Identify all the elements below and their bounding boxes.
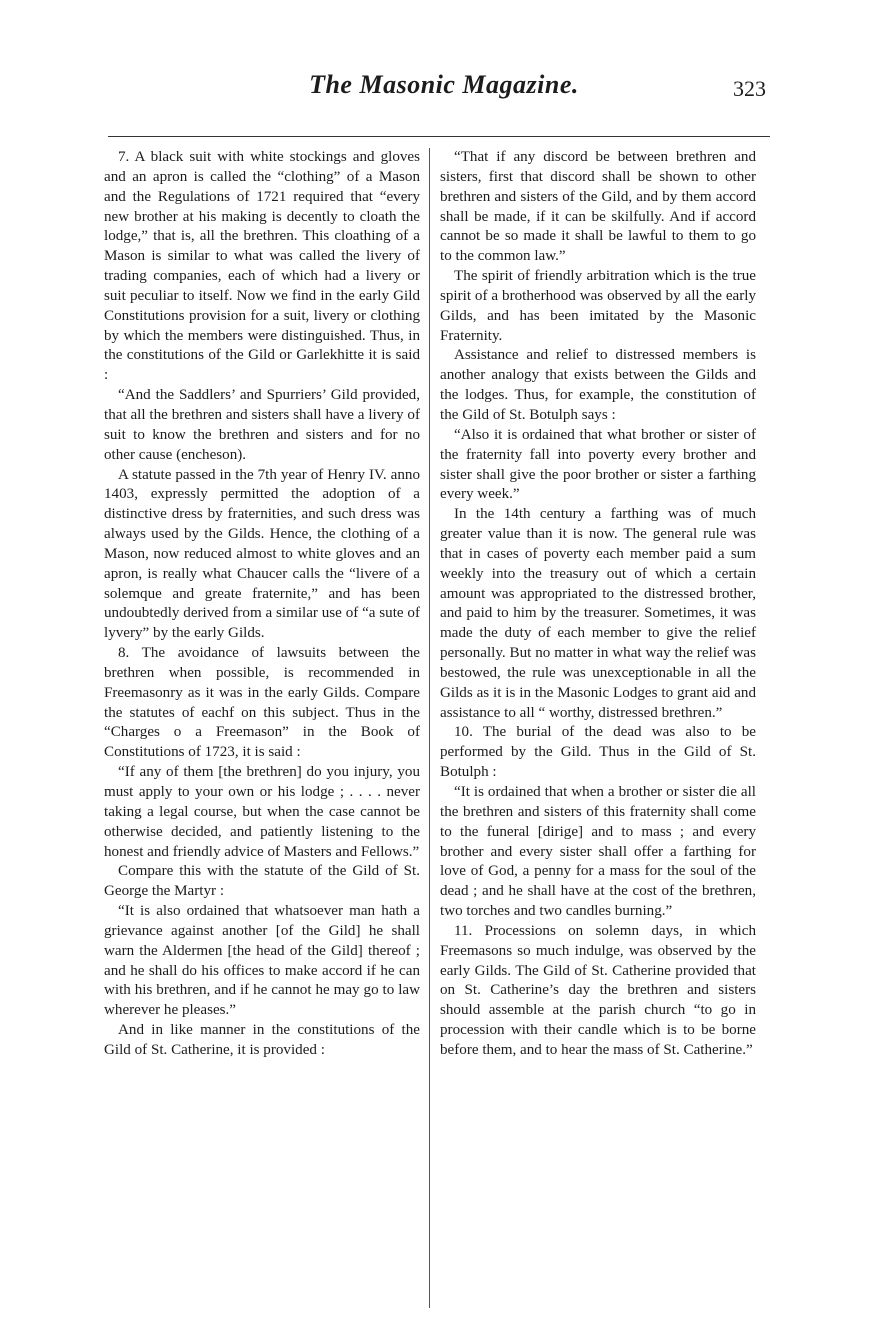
paragraph: A statute passed in the 7th year of Henry IV. anno 1403, expressly permitted the adoption of a distinctive dress by fraternities, and such dress was always used by the Gilds. Hence, the clothing of a Mason, now reduced almost to white gloves and an apron, is really what Chaucer calls the “livere of a solemque and greate fraternite,” and has been undoubtedly derived from a similar use of “a sute of lyvery” by the early Gilds. bbox=[104, 466, 420, 642]
paragraph: “It is ordained that when a brother or sister die all the brethren and sisters of this fraternity shall come to the funeral [dirige] and to mass ; and every brother and every sister shall offer a farthing for love of God, a penny for a mass for the soul of the dead ; and he shall have at the cost of the brethren, two torches and two candles burning.” bbox=[440, 784, 756, 920]
right-column bbox=[440, 148, 756, 1268]
paragraph: Compare this with the statute of the Gild of St. George the Martyr : bbox=[104, 863, 420, 900]
paragraph: “That if any discord be between brethren and sisters, first that discord shall be shown to other brethren and sisters of the Gild, and by them accord shall be made, if it can be skilfully. And if accord cannot be so made it shall be lawful to them to go to the common law.” bbox=[440, 149, 756, 265]
paragraph: “It is also ordained that whatsoever man hath a grievance against another [of the Gild] he shall warn the Aldermen [the head of the Gild] thereof ; and he shall do his offices to make accord if he can with his brethren, and if he cannot he may go to law wherever he pleases.” bbox=[104, 903, 420, 1019]
page-header bbox=[0, 70, 888, 110]
header-rule bbox=[108, 136, 770, 137]
column-divider bbox=[429, 148, 430, 1308]
left-column bbox=[104, 148, 420, 1268]
paragraph: And in like manner in the constitutions of the Gild of St. Catherine, it is provided : bbox=[104, 1022, 420, 1058]
paragraph: Assistance and relief to distressed members is another analogy that exists between the Gilds and the lodges. Thus, for example, the constitution of the Gild of St. Botulph says : bbox=[440, 347, 756, 423]
paragraph: The spirit of friendly arbitration which is the true spirit of a brotherhood was observed by all the early Gilds, and has been imitated by the Masonic Fraternity. bbox=[440, 268, 756, 344]
paragraph: “If any of them [the brethren] do you injury, you must apply to your own or his lodge ; . . . . never taking a legal course, but when the case cannot be otherwise decided, and patiently listening to the honest and friendly advice of Masters and Fellows.” bbox=[104, 764, 420, 860]
paragraph: “Also it is ordained that what brother or sister of the fraternity fall into poverty every brother and sister shall give the poor brother or sister a farthing every week.” bbox=[440, 426, 756, 503]
paragraph: 7. A black suit with white stockings and gloves and an apron is called the “clothing” of a Mason and the Regulations of 1721 required that “every new brother at his making is decently to cloath the lodge,” that is, all the brethren. This cloathing of a Mason is similar to what was called the livery of trading companies, each of which had a livery or suit peculiar to itself. Now we find in the early Gild Constitutions provision for a suit, livery or clothing by which the members were distinguished. Thus, in the constitutions of the Gild or Garlekhitte it is said : bbox=[104, 149, 420, 384]
paragraph: “And the Saddlers’ and Spurriers’ Gild provided, that all the brethren and sisters shall have a livery of suit to know the brethren and sisters and for no other cause (encheson). bbox=[104, 387, 420, 463]
paragraph: 8. The avoidance of lawsuits between the brethren when possible, is recommended in Freemasonry as it was in the early Gilds. Compare the statutes of eachf on this subject. Thus in the “Charges o a Freemason” in the Book of Constitutions of 1723, it is said : bbox=[104, 645, 420, 761]
paragraph: 11. Processions on solemn days, in which Freemasons so much indulge, was observed by the early Gilds. The Gild of St. Catherine provided that on St. Catherine’s day the brethren and sisters should assemble at the parish church “to go in procession with their candle which is to be borne before them, and to hear the mass of St. Catherine.” bbox=[440, 922, 756, 1058]
paragraph: In the 14th century a farthing was of much greater value than it is now. The general rule was that in cases of poverty each member paid a sum weekly into the treasury out of which a certain amount was appropriated to the distressed brother, and paid to him by the treasurer. Sometimes, it was made the duty of each member to give the relief personally. But no matter in what way the relief was bestowed, the rule was unexceptionable in all the Gilds as it is in the Masonic Lodges to grant aid and assistance to all “ worthy, distressed brethren.” bbox=[440, 506, 756, 721]
page-number: 323 bbox=[733, 76, 766, 101]
running-title: The Masonic Magazine. bbox=[309, 70, 579, 99]
paragraph: 10. The burial of the dead was also to be performed by the Gild. Thus in the Gild of St. Botulph : bbox=[440, 724, 756, 781]
